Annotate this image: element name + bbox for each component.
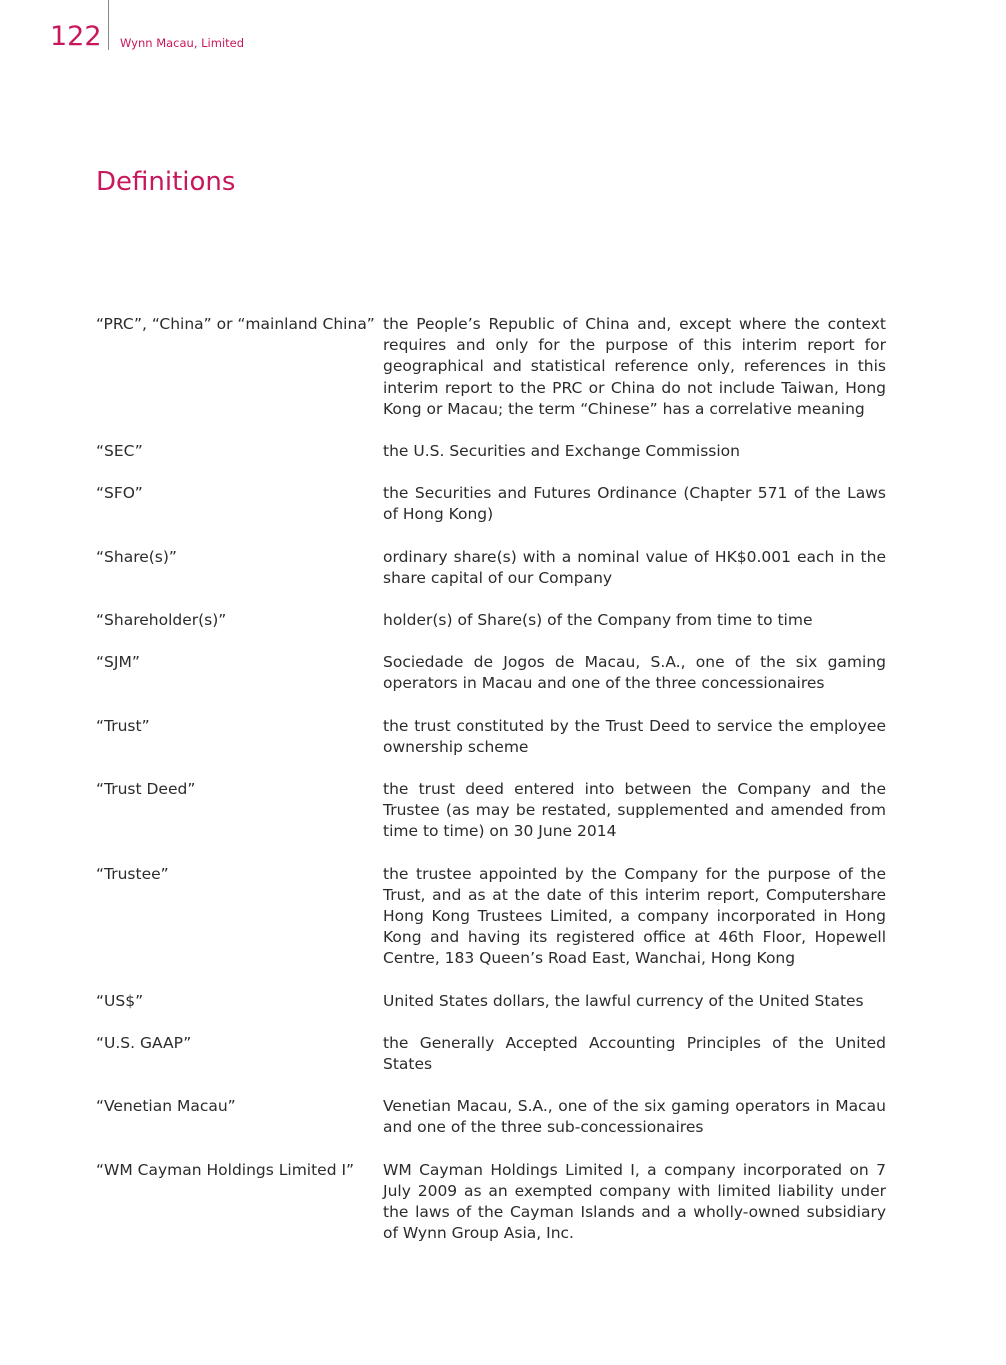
definition-row: [96, 779, 888, 843]
definition-term: “Shareholder(s)”: [96, 611, 227, 630]
definition-row: [96, 1160, 888, 1245]
definition-meaning: Sociedade de Jogos de Macau, S.A., one of the six gaming operators in Macau and one of the three concessionaires: [383, 653, 886, 693]
definition-meaning: the trustee appointed by the Company for the purpose of the Trust, and as at the date of this interim report, Computershare Hong Kong Trustees Limited, a company incorporated in Hong Kong and having its registered office at 46th Floor, Hopewell Centre, 183 Queen’s Road East, Wanchai, Hong Kong: [383, 864, 886, 968]
definition-meaning: the Generally Accepted Accounting Principles of the United States: [383, 1033, 886, 1074]
definition-row: [96, 441, 888, 462]
definition-term: “US$”: [96, 991, 144, 1010]
definition-row: [96, 1033, 888, 1075]
definition-meaning: the U.S. Securities and Exchange Commission: [383, 442, 740, 461]
definition-meaning: WM Cayman Holdings Limited I, a company incorporated on 7 July 2009 as an exempted company with limited liability under the laws of the Cayman Islands and a wholly-owned subsidiary of Wynn Group Asia, Inc.: [383, 1160, 886, 1243]
definition-term: “Share(s)”: [96, 547, 177, 566]
definition-meaning: the trust constituted by the Trust Deed to service the employee ownership scheme: [383, 716, 886, 756]
definition-meaning: the People’s Republic of China and, except where the context requires and only for the purpose of this interim report for geographical and statistical reference only, references in this interim report to the PRC or China do not include Taiwan, Hong Kong or Macau; the term “Chinese” has a correlative meaning: [383, 315, 886, 418]
report-title: Wynn Macau, Limited: [120, 36, 245, 50]
page-number: 122: [50, 21, 102, 52]
definition-meaning: holder(s) of Share(s) of the Company from time to time: [383, 611, 813, 630]
definitions-list: [96, 314, 888, 1266]
definition-term: “PRC”, “China” or “mainland China”: [96, 315, 375, 333]
definition-meaning: Venetian Macau, S.A., one of the six gaming operators in Macau and one of the three sub-concessionaires: [383, 1097, 886, 1137]
definition-row: [96, 483, 888, 525]
page-header: [0, 0, 1006, 60]
definition-row: [96, 610, 888, 631]
definition-term: “SFO”: [96, 484, 143, 503]
definition-meaning: ordinary share(s) with a nominal value of HK$0.001 each in the share capital of our Company: [383, 547, 886, 587]
definition-term: “Trust Deed”: [96, 780, 196, 799]
definition-row: [96, 716, 888, 758]
definition-row: [96, 1096, 888, 1138]
definition-term: “SEC”: [96, 442, 143, 461]
definition-meaning: the Securities and Futures Ordinance (Chapter 571 of the Laws of Hong Kong): [383, 484, 886, 524]
section-title: Definitions: [96, 167, 236, 197]
definition-term: “Trustee”: [96, 864, 169, 883]
definition-row: [96, 864, 888, 970]
definition-term: “SJM”: [96, 653, 140, 672]
definition-term: “WM Cayman Holdings Limited I”: [96, 1160, 355, 1179]
header-divider: [108, 0, 109, 50]
definition-term: “U.S. GAAP”: [96, 1033, 192, 1052]
definition-row: [96, 652, 888, 694]
definition-meaning: the trust deed entered into between the Company and the Trustee (as may be restated, supplemented and amended from time to time) on 30 June 2014: [383, 780, 886, 841]
definition-term: “Trust”: [96, 716, 150, 735]
definition-row: [96, 991, 888, 1012]
definition-term: “Venetian Macau”: [96, 1097, 236, 1116]
definition-row: [96, 547, 888, 589]
definition-meaning: United States dollars, the lawful currency of the United States: [383, 991, 864, 1010]
definition-row: [96, 314, 888, 420]
